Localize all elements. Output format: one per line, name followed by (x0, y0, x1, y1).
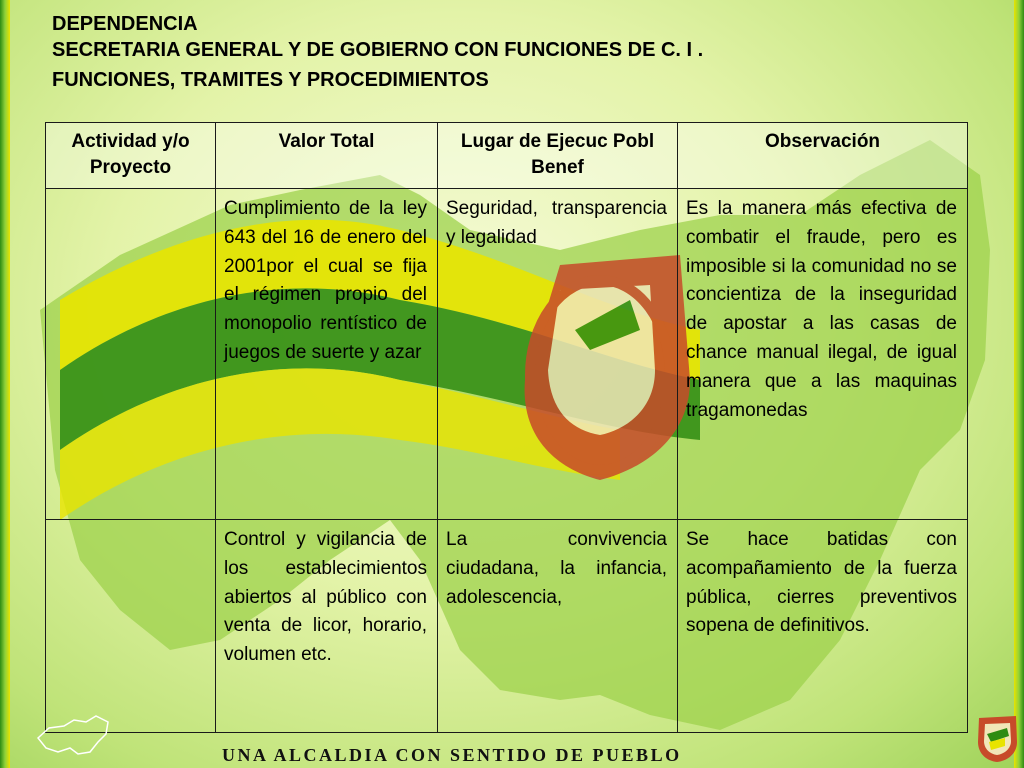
cell-lugar: Seguridad, transparencia y legalidad (438, 189, 678, 520)
cell-observacion: Es la manera más efectiva de combatir el fraude, pero es imposible si la comunidad no se concientiza de la inseguridad de apostar a las casas de chance manual ilegal, de igual manera que a las maquinas tragamonedas (678, 189, 968, 520)
cell-valor-total: Control y vigilancia de los establecimientos abiertos al público con venta de licor, horario, volumen etc. (216, 520, 438, 733)
left-decorative-stripe (0, 0, 10, 768)
cell-actividad (46, 189, 216, 520)
header-dependencia: DEPENDENCIA (52, 13, 198, 35)
slide-header (52, 12, 703, 92)
cell-lugar: La convivencia ciudadana, la infancia, adolescencia, (438, 520, 678, 733)
header-actividad: Actividad y/o Proyecto (46, 123, 216, 189)
header-lugar-ejecucion: Lugar de Ejecuc Pobl Benef (438, 123, 678, 189)
header-valor-total: Valor Total (216, 123, 438, 189)
functions-table (45, 122, 968, 733)
cell-valor-total: Cumplimiento de la ley 643 del 16 de enero del 2001por el cual se fija el régimen propio del monopolio rentístico de juegos de suerte y azar (216, 189, 438, 520)
header-secretaria: SECRETARIA GENERAL Y DE GOBIERNO CON FUNCIONES DE C. I . (52, 39, 704, 61)
table-row (46, 189, 968, 520)
right-decorative-stripe (1014, 0, 1024, 768)
header-observacion: Observación (678, 123, 968, 189)
header-funciones: FUNCIONES, TRAMITES Y PROCEDIMIENTOS (52, 69, 489, 91)
cell-observacion: Se hace batidas con acompañamiento de la fuerza pública, cierres preventivos sopena de definitivos. (678, 520, 968, 733)
footer-slogan: UNA ALCALDIA CON SENTIDO DE PUEBLO (222, 745, 682, 765)
cell-actividad (46, 520, 216, 733)
municipal-crest-icon (975, 712, 1020, 764)
table-header-row (46, 123, 968, 189)
municipality-map-outline-icon (34, 708, 114, 758)
table-row (46, 520, 968, 733)
